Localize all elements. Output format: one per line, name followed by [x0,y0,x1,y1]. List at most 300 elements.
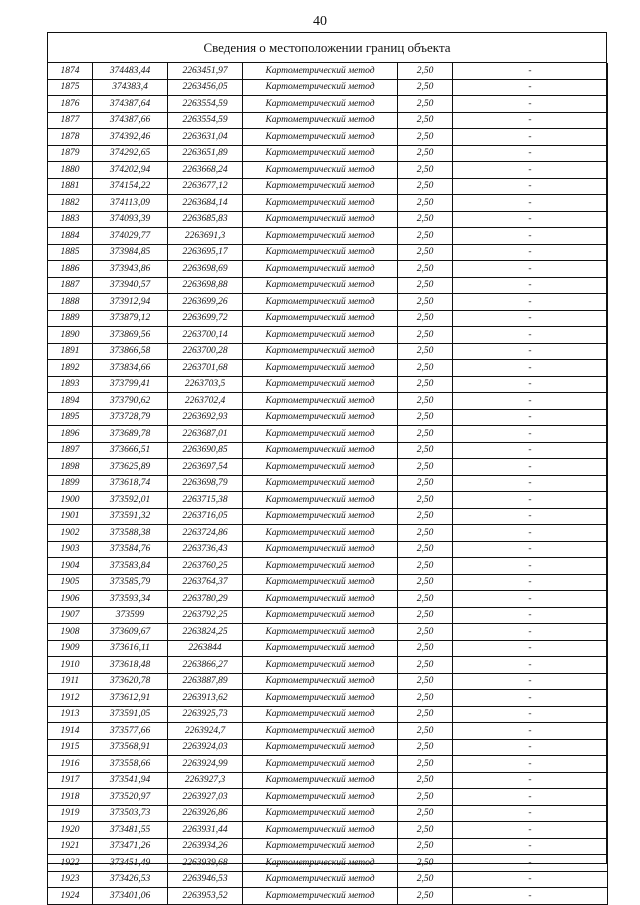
accuracy-cell: 2,50 [398,690,453,707]
y-coordinate-cell: 2263677,12 [168,178,243,195]
table-row [48,541,608,558]
x-coordinate-cell: 374387,66 [93,112,168,129]
point-number-cell: 1922 [48,855,93,872]
description-cell: - [453,888,608,905]
method-cell: Картометрический метод [243,789,398,806]
accuracy-cell: 2,50 [398,772,453,789]
accuracy-cell: 2,50 [398,855,453,872]
description-cell: - [453,294,608,311]
point-number-cell: 1876 [48,96,93,113]
accuracy-cell: 2,50 [398,723,453,740]
description-cell: - [453,79,608,96]
description-cell: - [453,756,608,773]
y-coordinate-cell: 2263764,37 [168,574,243,591]
x-coordinate-cell: 373426,53 [93,871,168,888]
method-cell: Картометрический метод [243,525,398,542]
y-coordinate-cell: 2263685,83 [168,211,243,228]
table-row [48,640,608,657]
accuracy-cell: 2,50 [398,442,453,459]
accuracy-cell: 2,50 [398,558,453,575]
table-row [48,624,608,641]
accuracy-cell: 2,50 [398,739,453,756]
accuracy-cell: 2,50 [398,145,453,162]
description-cell: - [453,723,608,740]
x-coordinate-cell: 373869,56 [93,327,168,344]
accuracy-cell: 2,50 [398,640,453,657]
x-coordinate-cell: 373666,51 [93,442,168,459]
accuracy-cell: 2,50 [398,822,453,839]
accuracy-cell: 2,50 [398,624,453,641]
x-coordinate-cell: 373790,62 [93,393,168,410]
table-row [48,871,608,888]
point-number-cell: 1894 [48,393,93,410]
accuracy-cell: 2,50 [398,211,453,228]
point-number-cell: 1910 [48,657,93,674]
point-number-cell: 1887 [48,277,93,294]
point-number-cell: 1905 [48,574,93,591]
table-row [48,607,608,624]
x-coordinate-cell: 374387,64 [93,96,168,113]
page-number: 40 [313,14,327,29]
x-coordinate-cell: 373984,85 [93,244,168,261]
description-cell: - [453,310,608,327]
x-coordinate-cell: 373541,94 [93,772,168,789]
y-coordinate-cell: 2263926,86 [168,805,243,822]
x-coordinate-cell: 374392,46 [93,129,168,146]
description-cell: - [453,805,608,822]
accuracy-cell: 2,50 [398,426,453,443]
method-cell: Картометрический метод [243,310,398,327]
y-coordinate-cell: 2263700,28 [168,343,243,360]
method-cell: Картометрический метод [243,96,398,113]
x-coordinate-cell: 373451,49 [93,855,168,872]
accuracy-cell: 2,50 [398,607,453,624]
method-cell: Картометрический метод [243,277,398,294]
point-number-cell: 1875 [48,79,93,96]
method-cell: Картометрический метод [243,492,398,509]
table-row [48,888,608,905]
y-coordinate-cell: 2263946,53 [168,871,243,888]
point-number-cell: 1885 [48,244,93,261]
description-cell: - [453,409,608,426]
accuracy-cell: 2,50 [398,789,453,806]
point-number-cell: 1911 [48,673,93,690]
point-number-cell: 1917 [48,772,93,789]
description-cell: - [453,261,608,278]
description-cell: - [453,475,608,492]
table-row [48,789,608,806]
method-cell: Картометрический метод [243,739,398,756]
table-row [48,409,608,426]
method-cell: Картометрический метод [243,228,398,245]
x-coordinate-cell: 373689,78 [93,426,168,443]
table-row [48,310,608,327]
method-cell: Картометрический метод [243,657,398,674]
accuracy-cell: 2,50 [398,871,453,888]
point-number-cell: 1891 [48,343,93,360]
method-cell: Картометрический метод [243,195,398,212]
description-cell: - [453,591,608,608]
table-row [48,261,608,278]
table-row [48,294,608,311]
y-coordinate-cell: 2263866,27 [168,657,243,674]
table-row [48,574,608,591]
description-cell: - [453,459,608,476]
method-cell: Картометрический метод [243,855,398,872]
description-cell: - [453,63,608,79]
point-number-cell: 1877 [48,112,93,129]
point-number-cell: 1909 [48,640,93,657]
description-cell: - [453,558,608,575]
x-coordinate-cell: 373401,06 [93,888,168,905]
point-number-cell: 1918 [48,789,93,806]
boundary-table-frame [47,32,607,901]
accuracy-cell: 2,50 [398,838,453,855]
accuracy-cell: 2,50 [398,805,453,822]
point-number-cell: 1903 [48,541,93,558]
x-coordinate-cell: 373585,79 [93,574,168,591]
table-row [48,145,608,162]
coordinates-table [47,63,608,905]
x-coordinate-cell: 373591,32 [93,508,168,525]
accuracy-cell: 2,50 [398,343,453,360]
x-coordinate-cell: 374113,09 [93,195,168,212]
point-number-cell: 1879 [48,145,93,162]
method-cell: Картометрический метод [243,541,398,558]
y-coordinate-cell: 2263703,5 [168,376,243,393]
y-coordinate-cell: 2263924,7 [168,723,243,740]
y-coordinate-cell: 2263702,4 [168,393,243,410]
method-cell: Картометрический метод [243,756,398,773]
method-cell: Картометрический метод [243,343,398,360]
method-cell: Картометрический метод [243,294,398,311]
x-coordinate-cell: 373558,66 [93,756,168,773]
y-coordinate-cell: 2263715,38 [168,492,243,509]
x-coordinate-cell: 373728,79 [93,409,168,426]
accuracy-cell: 2,50 [398,162,453,179]
table-row [48,657,608,674]
point-number-cell: 1890 [48,327,93,344]
table-row [48,129,608,146]
description-cell: - [453,822,608,839]
table-row [48,277,608,294]
table-row [48,112,608,129]
table-row [48,343,608,360]
point-number-cell: 1912 [48,690,93,707]
y-coordinate-cell: 2263699,72 [168,310,243,327]
point-number-cell: 1904 [48,558,93,575]
description-cell: - [453,228,608,245]
x-coordinate-cell: 373618,48 [93,657,168,674]
description-cell: - [453,706,608,723]
accuracy-cell: 2,50 [398,492,453,509]
table-row [48,376,608,393]
y-coordinate-cell: 2263690,85 [168,442,243,459]
method-cell: Картометрический метод [243,178,398,195]
method-cell: Картометрический метод [243,624,398,641]
point-number-cell: 1892 [48,360,93,377]
accuracy-cell: 2,50 [398,63,453,79]
table-row [48,822,608,839]
x-coordinate-cell: 374093,39 [93,211,168,228]
description-cell: - [453,277,608,294]
y-coordinate-cell: 2263716,05 [168,508,243,525]
point-number-cell: 1884 [48,228,93,245]
y-coordinate-cell: 2263687,01 [168,426,243,443]
point-number-cell: 1874 [48,63,93,79]
accuracy-cell: 2,50 [398,277,453,294]
method-cell: Картометрический метод [243,888,398,905]
table-row [48,211,608,228]
method-cell: Картометрический метод [243,393,398,410]
description-cell: - [453,492,608,509]
table-row [48,723,608,740]
accuracy-cell: 2,50 [398,178,453,195]
x-coordinate-cell: 373520,97 [93,789,168,806]
point-number-cell: 1883 [48,211,93,228]
y-coordinate-cell: 2263695,17 [168,244,243,261]
accuracy-cell: 2,50 [398,393,453,410]
y-coordinate-cell: 2263824,25 [168,624,243,641]
table-row [48,393,608,410]
point-number-cell: 1913 [48,706,93,723]
accuracy-cell: 2,50 [398,261,453,278]
accuracy-cell: 2,50 [398,360,453,377]
point-number-cell: 1921 [48,838,93,855]
point-number-cell: 1916 [48,756,93,773]
description-cell: - [453,327,608,344]
point-number-cell: 1898 [48,459,93,476]
table-row [48,739,608,756]
point-number-cell: 1886 [48,261,93,278]
y-coordinate-cell: 2263780,29 [168,591,243,608]
method-cell: Картометрический метод [243,129,398,146]
table-row [48,673,608,690]
accuracy-cell: 2,50 [398,673,453,690]
y-coordinate-cell: 2263913,62 [168,690,243,707]
description-cell: - [453,376,608,393]
point-number-cell: 1882 [48,195,93,212]
y-coordinate-cell: 2263927,03 [168,789,243,806]
table-row [48,327,608,344]
y-coordinate-cell: 2263692,93 [168,409,243,426]
x-coordinate-cell: 373584,76 [93,541,168,558]
accuracy-cell: 2,50 [398,706,453,723]
point-number-cell: 1889 [48,310,93,327]
description-cell: - [453,426,608,443]
x-coordinate-cell: 373866,58 [93,343,168,360]
method-cell: Картометрический метод [243,822,398,839]
point-number-cell: 1902 [48,525,93,542]
table-row [48,855,608,872]
y-coordinate-cell: 2263684,14 [168,195,243,212]
description-cell: - [453,640,608,657]
table-row [48,63,608,79]
point-number-cell: 1920 [48,822,93,839]
description-cell: - [453,162,608,179]
y-coordinate-cell: 2263697,54 [168,459,243,476]
table-row [48,195,608,212]
x-coordinate-cell: 373577,66 [93,723,168,740]
table-row [48,442,608,459]
y-coordinate-cell: 2263554,59 [168,112,243,129]
description-cell: - [453,112,608,129]
description-cell: - [453,508,608,525]
y-coordinate-cell: 2263934,26 [168,838,243,855]
method-cell: Картометрический метод [243,558,398,575]
table-row [48,508,608,525]
y-coordinate-cell: 2263631,04 [168,129,243,146]
method-cell: Картометрический метод [243,640,398,657]
coordinates-table-body [48,63,608,904]
x-coordinate-cell: 374029,77 [93,228,168,245]
point-number-cell: 1893 [48,376,93,393]
description-cell: - [453,838,608,855]
accuracy-cell: 2,50 [398,525,453,542]
point-number-cell: 1896 [48,426,93,443]
table-title: Сведения о местоположении границ объекта [48,33,606,63]
table-row [48,805,608,822]
method-cell: Картометрический метод [243,673,398,690]
table-row [48,772,608,789]
description-cell: - [453,673,608,690]
method-cell: Картометрический метод [243,442,398,459]
accuracy-cell: 2,50 [398,888,453,905]
point-number-cell: 1881 [48,178,93,195]
method-cell: Картометрический метод [243,112,398,129]
y-coordinate-cell: 2263736,43 [168,541,243,558]
table-row [48,178,608,195]
method-cell: Картометрический метод [243,211,398,228]
accuracy-cell: 2,50 [398,591,453,608]
x-coordinate-cell: 373471,26 [93,838,168,855]
y-coordinate-cell: 2263698,88 [168,277,243,294]
description-cell: - [453,855,608,872]
table-row [48,360,608,377]
table-row [48,475,608,492]
point-number-cell: 1924 [48,888,93,905]
point-number-cell: 1907 [48,607,93,624]
y-coordinate-cell: 2263939,68 [168,855,243,872]
point-number-cell: 1888 [48,294,93,311]
y-coordinate-cell: 2263699,26 [168,294,243,311]
point-number-cell: 1897 [48,442,93,459]
accuracy-cell: 2,50 [398,112,453,129]
accuracy-cell: 2,50 [398,327,453,344]
table-row [48,525,608,542]
point-number-cell: 1899 [48,475,93,492]
accuracy-cell: 2,50 [398,459,453,476]
accuracy-cell: 2,50 [398,657,453,674]
method-cell: Картометрический метод [243,327,398,344]
description-cell: - [453,145,608,162]
y-coordinate-cell: 2263456,05 [168,79,243,96]
y-coordinate-cell: 2263668,24 [168,162,243,179]
description-cell: - [453,607,608,624]
x-coordinate-cell: 374383,4 [93,79,168,96]
y-coordinate-cell: 2263887,89 [168,673,243,690]
x-coordinate-cell: 373834,66 [93,360,168,377]
table-row [48,79,608,96]
description-cell: - [453,244,608,261]
description-cell: - [453,178,608,195]
method-cell: Картометрический метод [243,244,398,261]
accuracy-cell: 2,50 [398,574,453,591]
description-cell: - [453,96,608,113]
method-cell: Картометрический метод [243,261,398,278]
x-coordinate-cell: 373503,73 [93,805,168,822]
x-coordinate-cell: 373588,38 [93,525,168,542]
point-number-cell: 1901 [48,508,93,525]
y-coordinate-cell: 2263760,25 [168,558,243,575]
x-coordinate-cell: 373620,78 [93,673,168,690]
method-cell: Картометрический метод [243,805,398,822]
y-coordinate-cell: 2263724,86 [168,525,243,542]
x-coordinate-cell: 373616,11 [93,640,168,657]
point-number-cell: 1895 [48,409,93,426]
y-coordinate-cell: 2263554,59 [168,96,243,113]
description-cell: - [453,690,608,707]
table-row [48,690,608,707]
x-coordinate-cell: 373618,74 [93,475,168,492]
description-cell: - [453,129,608,146]
accuracy-cell: 2,50 [398,756,453,773]
point-number-cell: 1908 [48,624,93,641]
description-cell: - [453,871,608,888]
table-row [48,459,608,476]
x-coordinate-cell: 373591,05 [93,706,168,723]
accuracy-cell: 2,50 [398,79,453,96]
point-number-cell: 1900 [48,492,93,509]
description-cell: - [453,393,608,410]
description-cell: - [453,442,608,459]
accuracy-cell: 2,50 [398,294,453,311]
x-coordinate-cell: 373568,91 [93,739,168,756]
y-coordinate-cell: 2263451,97 [168,63,243,79]
description-cell: - [453,541,608,558]
y-coordinate-cell: 2263924,03 [168,739,243,756]
x-coordinate-cell: 373943,86 [93,261,168,278]
accuracy-cell: 2,50 [398,244,453,261]
method-cell: Картометрический метод [243,426,398,443]
accuracy-cell: 2,50 [398,409,453,426]
y-coordinate-cell: 2263698,79 [168,475,243,492]
table-row [48,228,608,245]
description-cell: - [453,657,608,674]
y-coordinate-cell: 2263651,89 [168,145,243,162]
method-cell: Картометрический метод [243,376,398,393]
description-cell: - [453,739,608,756]
method-cell: Картометрический метод [243,690,398,707]
description-cell: - [453,789,608,806]
y-coordinate-cell: 2263700,14 [168,327,243,344]
x-coordinate-cell: 373940,57 [93,277,168,294]
table-row [48,558,608,575]
y-coordinate-cell: 2263927,3 [168,772,243,789]
x-coordinate-cell: 374154,22 [93,178,168,195]
method-cell: Картометрический метод [243,63,398,79]
method-cell: Картометрический метод [243,591,398,608]
x-coordinate-cell: 374202,94 [93,162,168,179]
method-cell: Картометрический метод [243,871,398,888]
accuracy-cell: 2,50 [398,228,453,245]
table-row [48,96,608,113]
x-coordinate-cell: 373612,91 [93,690,168,707]
y-coordinate-cell: 2263924,99 [168,756,243,773]
point-number-cell: 1878 [48,129,93,146]
y-coordinate-cell: 2263844 [168,640,243,657]
method-cell: Картометрический метод [243,607,398,624]
